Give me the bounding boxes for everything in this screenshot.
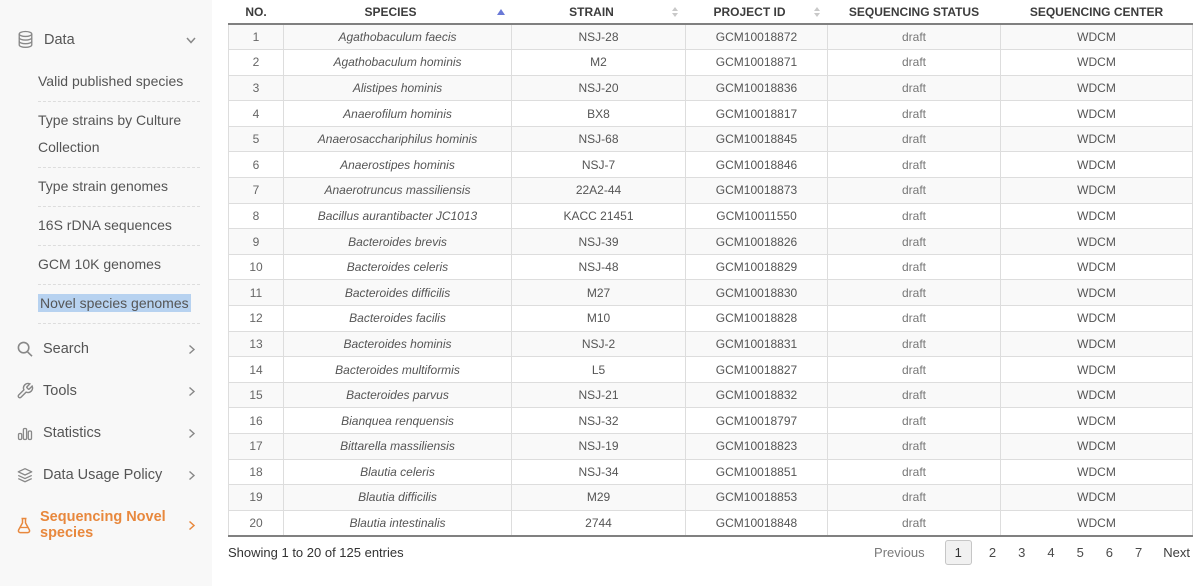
sidebar-section-label: Statistics (43, 425, 102, 441)
sidebar-section-label: Tools (43, 383, 77, 399)
chevron-right-icon (185, 427, 198, 440)
table-row (229, 254, 1193, 280)
chevron-down-icon (184, 33, 198, 47)
cell-no: 9 (229, 229, 284, 255)
cell-species: Bacteroides facilis (284, 306, 512, 332)
cell-strain: M27 (512, 280, 686, 306)
cell-no: 17 (229, 434, 284, 460)
cell-center: WDCM (1001, 510, 1193, 536)
cell-no: 13 (229, 331, 284, 357)
table-row (229, 280, 1193, 306)
cell-strain: NSJ-28 (512, 24, 686, 50)
table-row (229, 126, 1193, 152)
column-header-sequencing-center: SEQUENCING CENTER (1001, 0, 1193, 24)
sidebar-section-label: Data Usage Policy (43, 467, 163, 483)
cell-strain: NSJ-39 (512, 229, 686, 255)
cell-strain: NSJ-32 (512, 408, 686, 434)
cell-center: WDCM (1001, 152, 1193, 178)
cell-status: draft (828, 178, 1001, 204)
cell-species: Blautia celeris (284, 459, 512, 485)
cell-no: 1 (229, 24, 284, 50)
showing-entries-text: Showing 1 to 20 of 125 entries (228, 544, 404, 560)
selected-item-highlight: Novel species genomes (40, 295, 189, 311)
cell-no: 8 (229, 203, 284, 229)
cell-project-id: GCM10018836 (686, 75, 828, 101)
cell-center: WDCM (1001, 203, 1193, 229)
species-table (228, 0, 1193, 537)
cell-strain: NSJ-19 (512, 434, 686, 460)
cell-project-id: GCM10018845 (686, 126, 828, 152)
table-row (229, 50, 1193, 76)
cell-status: draft (828, 101, 1001, 127)
table-row (229, 357, 1193, 383)
cell-project-id: GCM10011550 (686, 203, 828, 229)
cell-center: WDCM (1001, 24, 1193, 50)
cell-species: Agathobaculum hominis (284, 50, 512, 76)
cell-species: Bacteroides parvus (284, 382, 512, 408)
table-row (229, 510, 1193, 536)
table-row (229, 331, 1193, 357)
cell-status: draft (828, 50, 1001, 76)
cell-project-id: GCM10018832 (686, 382, 828, 408)
cell-project-id: GCM10018872 (686, 24, 828, 50)
table-row (229, 306, 1193, 332)
bar-chart-icon (16, 424, 34, 442)
cell-center: WDCM (1001, 126, 1193, 152)
cell-strain: NSJ-34 (512, 459, 686, 485)
table-header (229, 0, 1193, 24)
sidebar-section-statistics[interactable] (14, 412, 200, 454)
cell-project-id: GCM10018797 (686, 408, 828, 434)
cell-species: Anaerostipes hominis (284, 152, 512, 178)
sidebar-link-sequencing-novel-species[interactable] (14, 496, 200, 554)
sidebar-section-label: Search (43, 341, 89, 357)
cell-status: draft (828, 254, 1001, 280)
cell-project-id: GCM10018827 (686, 357, 828, 383)
cell-strain: NSJ-21 (512, 382, 686, 408)
sidebar-item-16s-rdna-sequences[interactable]: 16S rDNA sequences (38, 207, 200, 246)
cell-strain: M2 (512, 50, 686, 76)
cell-center: WDCM (1001, 459, 1193, 485)
sidebar-section-data[interactable] (14, 18, 200, 61)
cell-strain: NSJ-20 (512, 75, 686, 101)
column-header-no: NO. (229, 0, 284, 24)
cell-center: WDCM (1001, 408, 1193, 434)
table-row (229, 229, 1193, 255)
sidebar (0, 0, 212, 586)
cell-no: 3 (229, 75, 284, 101)
cell-strain: NSJ-68 (512, 126, 686, 152)
sidebar-section-search[interactable] (14, 328, 200, 370)
cell-center: WDCM (1001, 357, 1193, 383)
cell-no: 12 (229, 306, 284, 332)
column-header-strain[interactable]: STRAIN (512, 0, 686, 24)
cell-center: WDCM (1001, 229, 1193, 255)
table-row (229, 408, 1193, 434)
pagination-page-button[interactable]: 6 (1105, 544, 1114, 560)
cell-no: 10 (229, 254, 284, 280)
cell-no: 2 (229, 50, 284, 76)
cell-status: draft (828, 331, 1001, 357)
cell-species: Bacillus aurantibacter JC1013 (284, 203, 512, 229)
table-row (229, 24, 1193, 50)
table-row (229, 101, 1193, 127)
sidebar-item-valid-published-species[interactable]: Valid published species (38, 63, 200, 102)
cell-center: WDCM (1001, 254, 1193, 280)
cell-center: WDCM (1001, 178, 1193, 204)
cell-strain: BX8 (512, 101, 686, 127)
column-header-project-id[interactable]: PROJECT ID (686, 0, 828, 24)
table-body (229, 24, 1193, 536)
cell-species: Anaerotruncus massiliensis (284, 178, 512, 204)
cell-project-id: GCM10018846 (686, 152, 828, 178)
cell-status: draft (828, 408, 1001, 434)
cell-no: 14 (229, 357, 284, 383)
cell-status: draft (828, 357, 1001, 383)
search-icon (16, 340, 34, 358)
cell-species: Agathobaculum faecis (284, 24, 512, 50)
cell-center: WDCM (1001, 280, 1193, 306)
cell-no: 7 (229, 178, 284, 204)
sidebar-section-label: Data (44, 31, 75, 48)
table-row (229, 75, 1193, 101)
cell-strain: L5 (512, 357, 686, 383)
pagination-previous-button[interactable]: Previous (874, 544, 925, 560)
chevron-right-icon (185, 343, 198, 356)
cell-center: WDCM (1001, 434, 1193, 460)
layers-icon (16, 466, 34, 484)
table-row (229, 152, 1193, 178)
cell-status: draft (828, 459, 1001, 485)
cell-project-id: GCM10018848 (686, 510, 828, 536)
pagination-pages (935, 545, 1154, 560)
table-row (229, 382, 1193, 408)
cell-strain: NSJ-7 (512, 152, 686, 178)
cell-no: 19 (229, 485, 284, 511)
cell-strain: M29 (512, 485, 686, 511)
cell-project-id: GCM10018831 (686, 331, 828, 357)
cell-project-id: GCM10018829 (686, 254, 828, 280)
cell-status: draft (828, 434, 1001, 460)
sidebar-item-gcm-10k-genomes[interactable]: GCM 10K genomes (38, 246, 200, 285)
cell-strain: M10 (512, 306, 686, 332)
table-row (229, 434, 1193, 460)
cell-center: WDCM (1001, 306, 1193, 332)
cell-center: WDCM (1001, 485, 1193, 511)
cell-strain: KACC 21451 (512, 203, 686, 229)
cell-status: draft (828, 280, 1001, 306)
cell-status: draft (828, 24, 1001, 50)
pagination-page-button[interactable]: 2 (988, 544, 997, 560)
sidebar-item-type-strain-genomes[interactable]: Type strain genomes (38, 168, 200, 207)
column-header-species[interactable]: SPECIES (284, 0, 512, 24)
database-icon (16, 30, 35, 49)
chevron-right-icon (185, 385, 198, 398)
cell-project-id: GCM10018871 (686, 50, 828, 76)
cell-project-id: GCM10018828 (686, 306, 828, 332)
cell-species: Bacteroides celeris (284, 254, 512, 280)
wrench-icon (16, 382, 34, 400)
cell-species: Bacteroides multiformis (284, 357, 512, 383)
pagination-page-button[interactable]: 4 (1047, 544, 1055, 560)
data-sub-list (38, 63, 200, 324)
table-row (229, 203, 1193, 229)
pagination (864, 545, 1192, 560)
sidebar-item-type-strains-by-culture-collection[interactable]: Type strains by Culture Collection (38, 102, 200, 168)
cell-strain: 22A2-44 (512, 178, 686, 204)
cell-species: Blautia difficilis (284, 485, 512, 511)
cell-status: draft (828, 485, 1001, 511)
pagination-page-button[interactable]: 3 (1018, 544, 1026, 560)
cell-species: Bacteroides brevis (284, 229, 512, 255)
sequencing-link-label: Sequencing Novel species (40, 509, 166, 541)
cell-no: 18 (229, 459, 284, 485)
cell-strain: NSJ-2 (512, 331, 686, 357)
cell-no: 20 (229, 510, 284, 536)
cell-species: Bacteroides hominis (284, 331, 512, 357)
cell-center: WDCM (1001, 331, 1193, 357)
cell-project-id: GCM10018826 (686, 229, 828, 255)
cell-center: WDCM (1001, 101, 1193, 127)
cell-status: draft (828, 152, 1001, 178)
cell-no: 4 (229, 101, 284, 127)
cell-center: WDCM (1001, 382, 1193, 408)
cell-status: draft (828, 382, 1001, 408)
cell-project-id: GCM10018853 (686, 485, 828, 511)
cell-project-id: GCM10018830 (686, 280, 828, 306)
table-footer (228, 538, 1192, 567)
cell-species: Bianquea renquensis (284, 408, 512, 434)
cell-strain: NSJ-48 (512, 254, 686, 280)
cell-no: 15 (229, 382, 284, 408)
cell-species: Alistipes hominis (284, 75, 512, 101)
column-header-sequencing-status: SEQUENCING STATUS (828, 0, 1001, 24)
cell-species: Anaerofilum hominis (284, 101, 512, 127)
cell-status: draft (828, 126, 1001, 152)
cell-no: 5 (229, 126, 284, 152)
chevron-right-icon (185, 469, 198, 482)
cell-no: 16 (229, 408, 284, 434)
cell-status: draft (828, 306, 1001, 332)
cell-strain: 2744 (512, 510, 686, 536)
cell-species: Bacteroides difficilis (284, 280, 512, 306)
sidebar-section-tools[interactable] (14, 370, 200, 412)
table-row (229, 485, 1193, 511)
cell-center: WDCM (1001, 75, 1193, 101)
cell-status: draft (828, 75, 1001, 101)
sort-both-icon (672, 7, 678, 17)
cell-project-id: GCM10018817 (686, 101, 828, 127)
main-content (212, 0, 1200, 586)
cell-project-id: GCM10018851 (686, 459, 828, 485)
table-row (229, 178, 1193, 204)
cell-species: Bittarella massiliensis (284, 434, 512, 460)
cell-status: draft (828, 510, 1001, 536)
pagination-page-button[interactable]: 5 (1076, 544, 1084, 560)
sidebar-section-data-usage-policy[interactable] (14, 454, 200, 496)
cell-species: Blautia intestinalis (284, 510, 512, 536)
sidebar-item-novel-species-genomes[interactable] (38, 285, 200, 324)
sort-ascending-icon (497, 9, 505, 15)
pagination-page-current[interactable]: 1 (945, 540, 972, 565)
cell-project-id: GCM10018873 (686, 178, 828, 204)
cell-status: draft (828, 203, 1001, 229)
chevron-right-icon (185, 519, 198, 532)
table-row (229, 459, 1193, 485)
cell-project-id: GCM10018823 (686, 434, 828, 460)
flask-icon (16, 517, 32, 534)
cell-no: 6 (229, 152, 284, 178)
cell-no: 11 (229, 280, 284, 306)
cell-center: WDCM (1001, 50, 1193, 76)
pagination-page-button[interactable]: 7 (1135, 544, 1143, 560)
cell-species: Anaerosacchariphilus hominis (284, 126, 512, 152)
cell-status: draft (828, 229, 1001, 255)
sort-both-icon (814, 7, 820, 17)
pagination-next-button[interactable]: Next (1163, 544, 1190, 560)
